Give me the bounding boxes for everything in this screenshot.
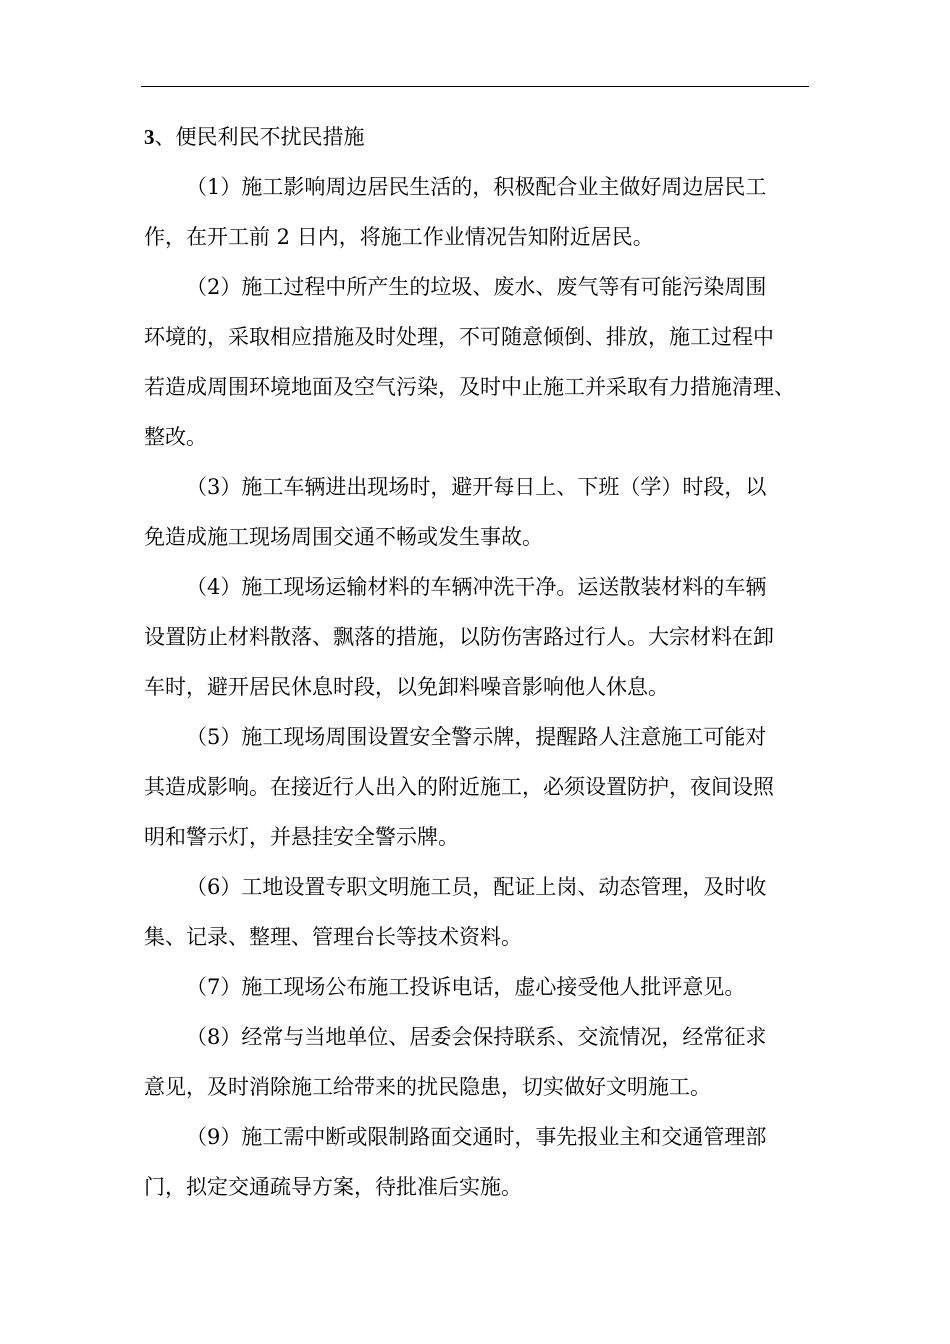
- paragraph-line: （2）施工过程中所产生的垃圾、废水、废气等有可能污染周围: [186, 275, 767, 299]
- header-rule: [141, 86, 809, 87]
- paragraph-9: [144, 1112, 820, 1212]
- paragraph-1: [144, 162, 820, 262]
- paragraph-list: [144, 162, 820, 1212]
- section-title: 、便民利民不扰民措施: [154, 125, 365, 149]
- paragraph-line: 明和警示灯，并悬挂安全警示牌。: [144, 825, 459, 849]
- paragraph-6: [144, 862, 820, 962]
- paragraph-line: 设置防止材料散落、飘落的措施，以防伤害路过行人。大宗材料在卸: [144, 625, 774, 649]
- paragraph-line: 免造成施工现场周围交通不畅或发生事故。: [144, 525, 543, 549]
- paragraph-4: [144, 562, 820, 712]
- paragraph-line: 意见，及时消除施工给带来的扰民隐患，切实做好文明施工。: [144, 1075, 711, 1099]
- paragraph-8: [144, 1012, 820, 1112]
- paragraph-7: [144, 962, 820, 1012]
- paragraph-line: （3）施工车辆进出现场时，避开每日上、下班（学）时段，以: [186, 475, 767, 499]
- paragraph-line: 作，在开工前 2 日内，将施工作业情况告知附近居民。: [144, 225, 654, 249]
- paragraph-line: 其造成影响。在接近行人出入的附近施工，必须设置防护，夜间设照: [144, 775, 774, 799]
- paragraph-3: [144, 462, 820, 562]
- document-body: [144, 112, 820, 1212]
- paragraph-line: （9）施工需中断或限制路面交通时，事先报业主和交通管理部: [186, 1125, 767, 1149]
- paragraph-line: 门，拟定交通疏导方案，待批准后实施。: [144, 1175, 522, 1199]
- paragraph-line: 整改。: [144, 425, 207, 449]
- paragraph-line: （7）施工现场公布施工投诉电话，虚心接受他人批评意见。: [186, 975, 746, 999]
- paragraph-2: [144, 262, 820, 462]
- paragraph-line: （4）施工现场运输材料的车辆冲洗干净。运送散装材料的车辆: [186, 575, 767, 599]
- section-number: 3: [144, 125, 155, 149]
- paragraph-line: （8）经常与当地单位、居委会保持联系、交流情况，经常征求: [186, 1025, 767, 1049]
- paragraph-5: [144, 712, 820, 862]
- paragraph-line: 车时，避开居民休息时段，以免卸料噪音影响他人休息。: [144, 675, 669, 699]
- paragraph-line: 环境的，采取相应措施及时处理，不可随意倾倒、排放，施工过程中: [144, 325, 774, 349]
- paragraph-line: （5）施工现场周围设置安全警示牌，提醒路人注意施工可能对: [186, 725, 767, 749]
- paragraph-line: 集、记录、整理、管理台长等技术资料。: [144, 925, 522, 949]
- section-heading: [144, 112, 820, 162]
- paragraph-line: 若造成周围环境地面及空气污染，及时中止施工并采取有力措施清理、: [144, 375, 795, 399]
- paragraph-line: （6）工地设置专职文明施工员，配证上岗、动态管理，及时收: [186, 875, 767, 899]
- paragraph-line: （1）施工影响周边居民生活的，积极配合业主做好周边居民工: [186, 175, 767, 199]
